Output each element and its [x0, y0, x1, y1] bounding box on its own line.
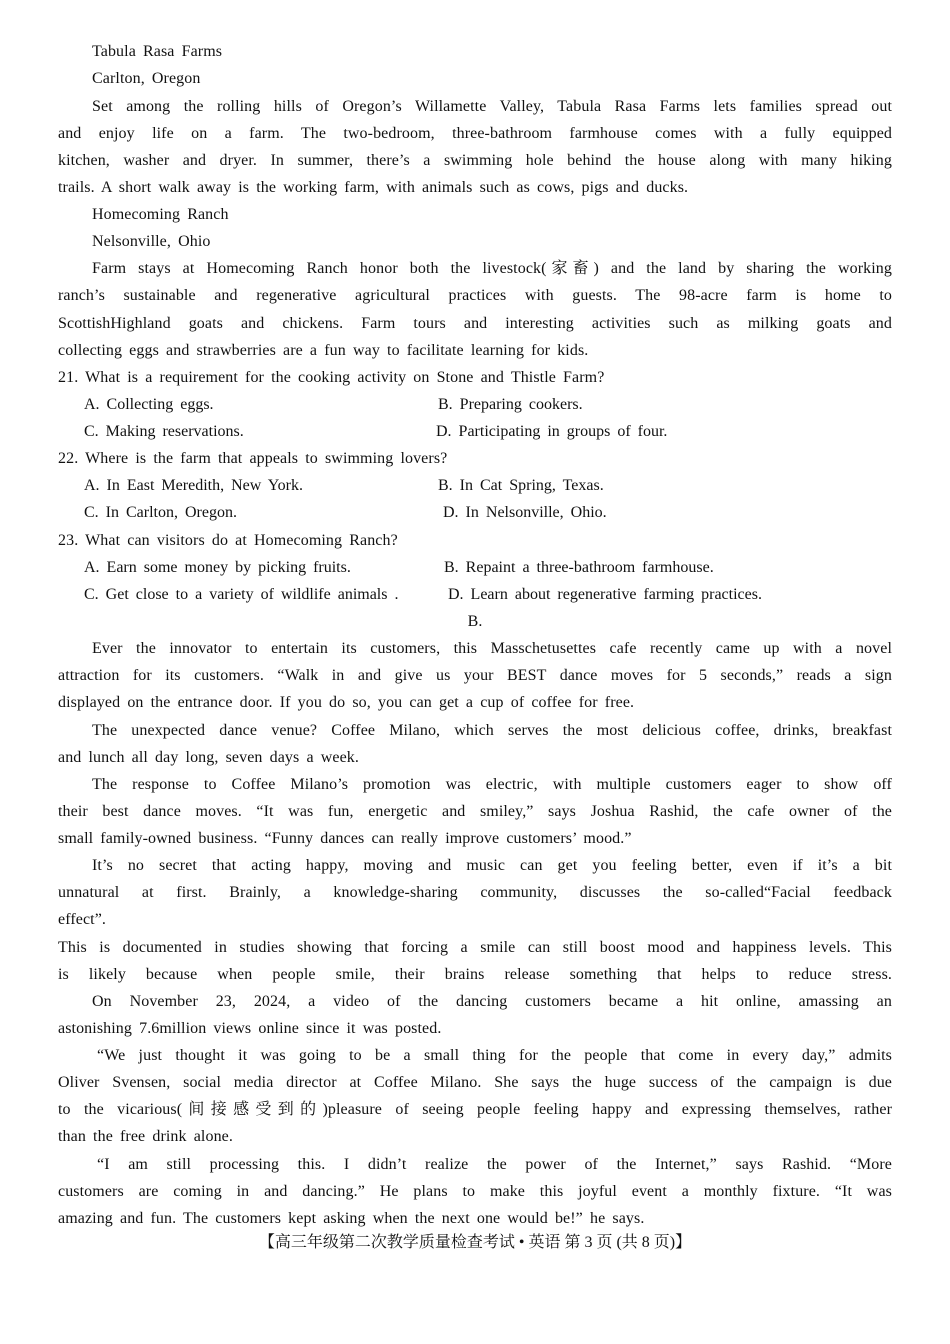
- paragraph-line: On November 23, 2024, a video of the dancing customers became a hit online, amassing an: [92, 993, 892, 1010]
- paragraph-line: small family-owned business. “Funny dances can really improve customers’ mood.”: [58, 830, 632, 847]
- farm-name: Homecoming Ranch: [92, 206, 229, 223]
- paragraph-line: “I am still processing this. I didn’t realize the power of the Internet,” says Rashid. “More: [97, 1156, 892, 1173]
- paragraph-line: customers are coming in and dancing.” He plans to make this joyful event a monthly fixture. “It was: [58, 1183, 892, 1200]
- page-footer: 【高三年级第二次教学质量检查考试 • 英语 第 3 页 (共 8 页)】: [258, 1234, 692, 1251]
- paragraph-line: ranch’s sustainable and regenerative agricultural practices with guests. The 98-acre farm is home to: [58, 287, 892, 304]
- option-d: D. Participating in groups of four.: [436, 423, 668, 440]
- paragraph-line: It’s no secret that acting happy, moving and music can get you feeling better, even if it’s a bit: [92, 857, 892, 874]
- paragraph-line: trails. A short walk away is the working farm, with animals such as cows, pigs and ducks.: [58, 179, 689, 196]
- option-d: D. In Nelsonville, Ohio.: [443, 504, 607, 521]
- paragraph-line: and lunch all day long, seven days a week.: [58, 749, 360, 766]
- question-stem: 22. Where is the farm that appeals to swimming lovers?: [58, 450, 448, 467]
- paragraph-line: ScottishHighland goats and chickens. Farm tours and interesting activities such as milking goats and: [58, 315, 892, 332]
- option-d: D. Learn about regenerative farming practices.: [448, 586, 762, 603]
- option-a: A. Collecting eggs.: [84, 396, 214, 413]
- paragraph-line: Set among the rolling hills of Oregon’s Willamette Valley, Tabula Rasa Farms lets families spread out: [92, 98, 892, 115]
- paragraph-line: unnatural at first. Brainly, a knowledge-sharing community, discusses the so-called“Facial feedback: [58, 884, 892, 901]
- paragraph-line: This is documented in studies showing that forcing a smile can still boost mood and happiness levels. This: [58, 939, 892, 956]
- paragraph-line: collecting eggs and strawberries are a fun way to facilitate learning for kids.: [58, 342, 589, 359]
- section-heading: B.: [467, 613, 483, 630]
- option-c: C. Making reservations.: [84, 423, 244, 440]
- paragraph-line: “We just thought it was going to be a small thing for the people that come in every day,” admits: [97, 1047, 892, 1064]
- paragraph-line: their best dance moves. “It was fun, energetic and smiley,” says Joshua Rashid, the cafe owner of the: [58, 803, 892, 820]
- paragraph-line: to the vicarious(间接感受到的)pleasure of seeing people feeling happy and expressing themselves, rather: [58, 1101, 892, 1118]
- paragraph-line: displayed on the entrance door. If you do so, you can get a cup of coffee for free.: [58, 694, 635, 711]
- question-stem: 21. What is a requirement for the cooking activity on Stone and Thistle Farm?: [58, 369, 605, 386]
- option-b: B. Preparing cookers.: [438, 396, 583, 413]
- paragraph-line: Oliver Svensen, social media director at Coffee Milano. She says the huge success of the campaign is due: [58, 1074, 892, 1091]
- paragraph-line: Ever the innovator to entertain its customers, this Masschetusettes cafe recently came up with a novel: [92, 640, 892, 657]
- paragraph-line: The unexpected dance venue? Coffee Milano, which serves the most delicious coffee, drinks, breakfast: [92, 722, 892, 739]
- paragraph-line: The response to Coffee Milano’s promotion was electric, with multiple customers eager to show off: [92, 776, 892, 793]
- paragraph-line: astonishing 7.6million views online since it was posted.: [58, 1020, 442, 1037]
- paragraph-line: than the free drink alone.: [58, 1128, 233, 1145]
- farm-location: Nelsonville, Ohio: [92, 233, 211, 250]
- question-stem: 23. What can visitors do at Homecoming Ranch?: [58, 532, 398, 549]
- paragraph-line: effect”.: [58, 911, 107, 928]
- paragraph-line: amazing and fun. The customers kept asking when the next one would be!” he says.: [58, 1210, 645, 1227]
- farm-name: Tabula Rasa Farms: [92, 43, 223, 60]
- option-c: C. Get close to a variety of wildlife animals .: [84, 586, 399, 603]
- paragraph-line: Farm stays at Homecoming Ranch honor both the livestock(家畜) and the land by sharing the working: [92, 260, 892, 277]
- paragraph-line: and enjoy life on a farm. The two-bedroom, three-bathroom farmhouse comes with a fully equipped: [58, 125, 892, 142]
- paragraph-line: is likely because when people smile, their brains release something that helps to reduce stress.: [58, 966, 892, 983]
- option-a: A. Earn some money by picking fruits.: [84, 559, 351, 576]
- paragraph-line: kitchen, washer and dryer. In summer, there’s a swimming hole behind the house along with many hiking: [58, 152, 892, 169]
- option-c: C. In Carlton, Oregon.: [84, 504, 237, 521]
- option-b: B. In Cat Spring, Texas.: [438, 477, 604, 494]
- farm-location: Carlton, Oregon: [92, 70, 201, 87]
- option-b: B. Repaint a three-bathroom farmhouse.: [444, 559, 714, 576]
- option-a: A. In East Meredith, New York.: [84, 477, 303, 494]
- paragraph-line: attraction for its customers. “Walk in and give us your BEST dance moves for 5 seconds,” reads a sign: [58, 667, 892, 684]
